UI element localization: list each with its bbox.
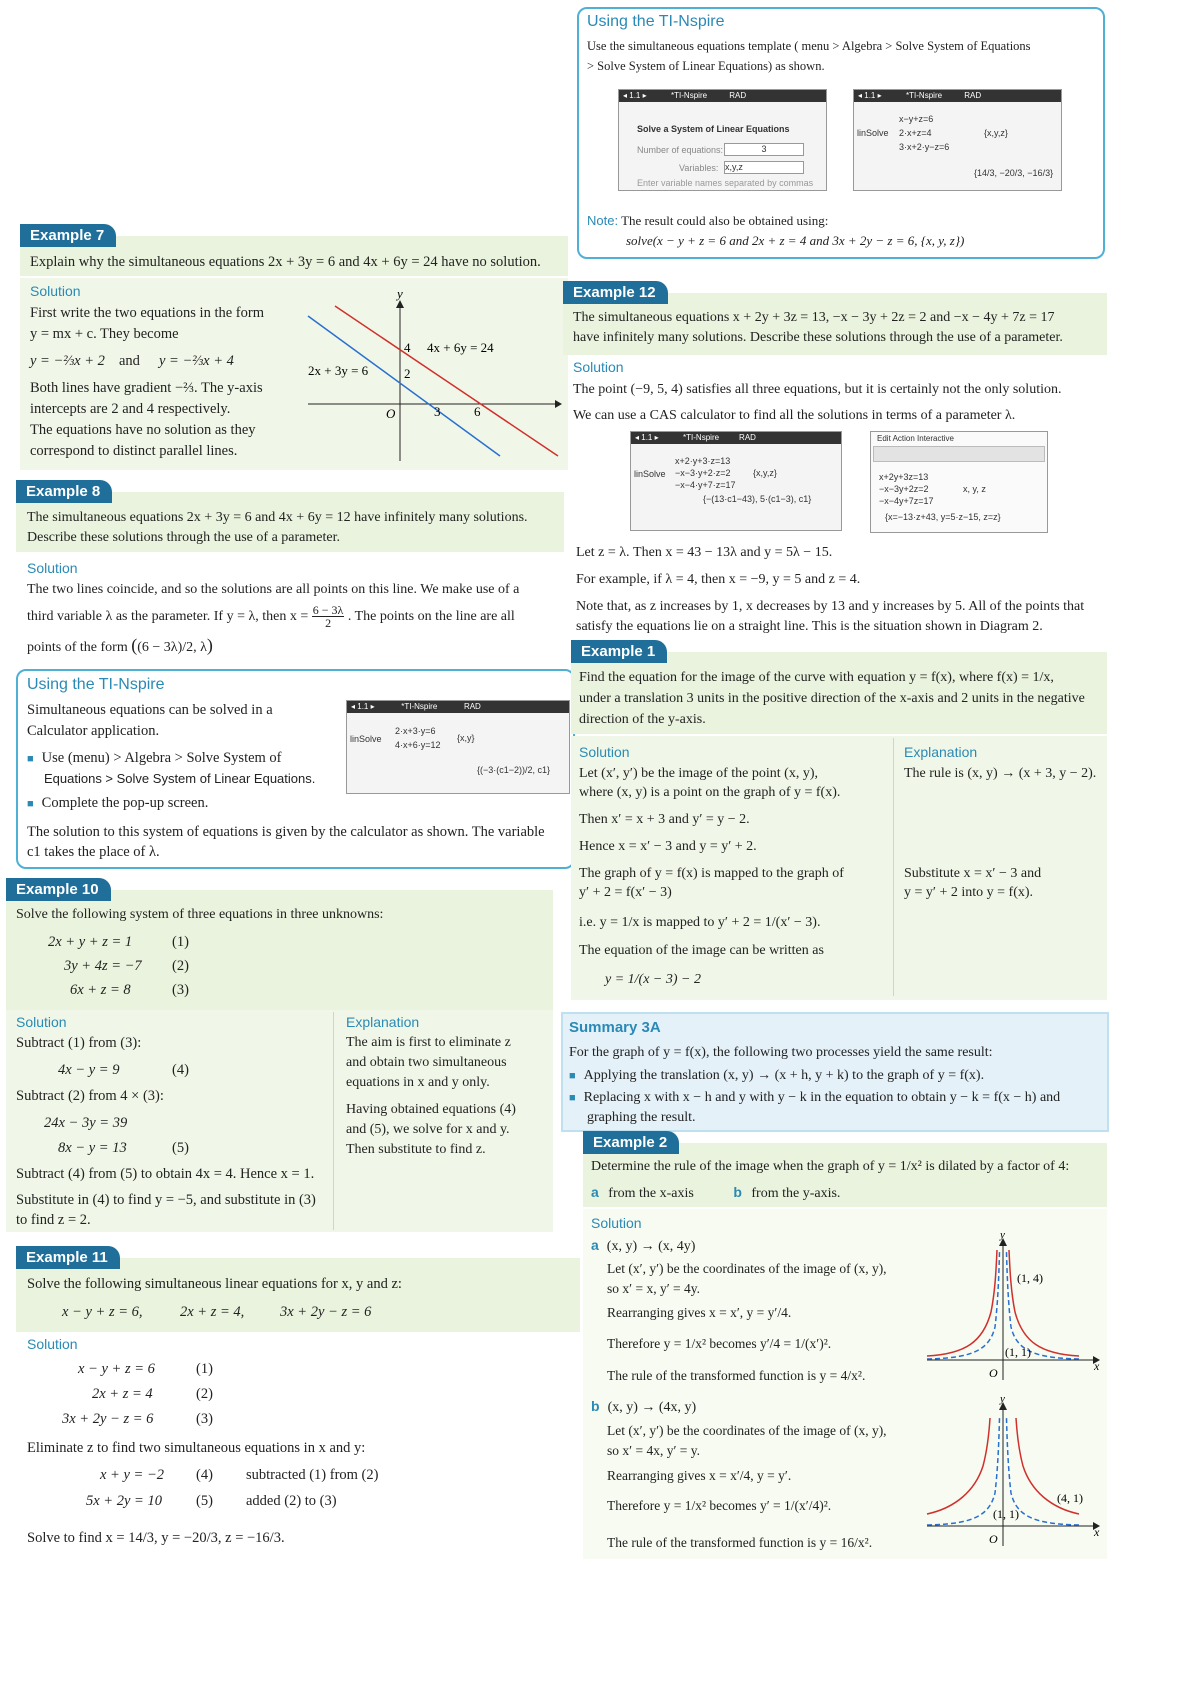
calculator-screen-linsolve-result xyxy=(853,89,1062,191)
ex12-s1: The point (−9, 5, 4) satisfies all three equations, but it is certainly not the only solution. xyxy=(573,382,1062,397)
ex10-s6: Subtract (4) from (5) to obtain 4x = 4. Hence x = 1. xyxy=(16,1166,315,1182)
classpad-menu[interactable]: Edit Action Interactive xyxy=(877,434,954,443)
ex12-screen-a-eq2: −x−3·y+2·z=2 xyxy=(675,468,731,478)
ex10-eq1n: (1) xyxy=(172,934,189,950)
ex7-line-blue xyxy=(308,316,500,456)
screen-result: {14/3, −20/3, −16/3} xyxy=(974,168,1054,178)
ex2a-origin: O xyxy=(989,1366,998,1380)
ex2-qa-label: a xyxy=(591,1184,599,1200)
ex10-e1: The aim is first to eliminate z xyxy=(346,1035,511,1050)
ex2-q1: Determine the rule of the image when the graph of y = 1/x² is dilated by a factor of 4: xyxy=(591,1159,1070,1174)
ti-mid-b2 xyxy=(27,793,208,814)
ex2a-point-1-1: (1, 1) xyxy=(1005,1345,1031,1359)
ex7-tick-6: 6 xyxy=(474,404,481,419)
ti-mid-l2: Calculator application. xyxy=(27,723,160,739)
ex2-qb-text: from the y-axis. xyxy=(751,1186,841,1201)
example-7-question: Explain why the simultaneous equations 2x + 3y = 6 and 4x + 6y = 24 have no solution. xyxy=(30,254,541,270)
ex2a-red-curve-right xyxy=(1009,1250,1079,1356)
example-1-tag: Example 1 xyxy=(571,640,667,663)
ex7-origin-label: O xyxy=(386,406,396,421)
screen-eq2: 2·x+z=4 xyxy=(899,128,932,138)
ex8-fraction xyxy=(312,604,345,629)
ex7-s3a: y = −⅔x + 2 xyxy=(30,353,105,369)
ex2-qa xyxy=(591,1182,840,1204)
ex2-b0 xyxy=(591,1396,696,1418)
ex8-s2 xyxy=(27,600,515,634)
ex7-s6: The equations have no solution as they xyxy=(30,422,256,438)
ti-top-note-line2: solve(x − y + z = 6 and 2x + z = 4 and 3x + 2y − z = 6, {x, y, z}) xyxy=(626,233,965,248)
ex7-s7: correspond to distinct parallel lines. xyxy=(30,443,238,459)
ex12-screen-a-result: {−(13·c1−43), 5·(c1−3), c1} xyxy=(703,494,812,504)
example-12-tag: Example 12 xyxy=(563,281,668,304)
ex8-s2b: . The points on the line are all xyxy=(347,609,515,624)
variables-input[interactable]: x,y,z xyxy=(724,161,804,174)
ex8-s3b: (6 − 3λ)/2, λ xyxy=(137,640,207,655)
example-8-tag: Example 8 xyxy=(16,480,112,503)
ex7-s2: y = mx + c. They become xyxy=(30,326,179,342)
ex11-qeq3: 3x + 2y − z = 6 xyxy=(280,1304,372,1320)
ex10-s5: 8x − y = 13 xyxy=(58,1140,127,1156)
dialog-title: Solve a System of Linear Equations xyxy=(637,124,790,134)
ex7-s4: Both lines have gradient −⅔. The y-axis xyxy=(30,380,263,396)
ex7-parallel-lines-graph xyxy=(300,286,562,466)
ex11-solution-heading: Solution xyxy=(27,1336,78,1352)
ex2-a3: Rearranging gives x = x′, y = y′/4. xyxy=(607,1305,792,1320)
ex10-explanation-heading: Explanation xyxy=(346,1014,420,1030)
ex12-screen-b-eq2: −x−3y+2z=2 xyxy=(879,484,929,494)
ex11-elim: Eliminate z to find two simultaneous equations in x and y: xyxy=(27,1440,366,1456)
ex2a-blue-curve-right xyxy=(1007,1252,1080,1359)
ex1-s9: y = 1/(x − 3) − 2 xyxy=(605,972,701,987)
screen-status-bar: ◂ 1.1 ▸ *TI-Nspire RAD xyxy=(619,90,826,102)
ex1-explanation-heading: Explanation xyxy=(904,744,978,760)
ti-mid-screen-eq1: 2·x+3·y=6 xyxy=(395,726,436,736)
ex1-s5: The graph of y = f(x) is mapped to the graph of xyxy=(579,866,844,881)
calculator-screen-2x2 xyxy=(346,700,570,794)
ex10-e6: Then substitute to find z. xyxy=(346,1142,486,1157)
ex11-l4e: subtracted (1) from (2) xyxy=(246,1467,379,1483)
ti-mid-title: Using the TI-Nspire xyxy=(27,676,165,693)
ex7-tick-3: 3 xyxy=(434,404,441,419)
ex2-solution-heading: Solution xyxy=(591,1215,642,1231)
example-11-tag: Example 11 xyxy=(16,1246,120,1269)
ex10-solution-heading: Solution xyxy=(16,1014,67,1030)
summary-b1-text: Applying the translation (x, y) → (x + h, y + k) to the graph of y = f(x). xyxy=(583,1068,985,1083)
calculator-screen-3x3-nspire xyxy=(630,431,842,531)
equations-count-input[interactable]: 3 xyxy=(724,143,804,156)
ex1-s8: The equation of the image can be written as xyxy=(579,943,824,958)
ex8-s3a: points of the form xyxy=(27,640,128,655)
ex1-e3: y = y′ + 2 into y = f(x). xyxy=(904,885,1034,900)
ex12-s6: satisfy the equations lie on a straight line. This is the situation shown in Diagram 2. xyxy=(576,619,1043,634)
classpad-toolbar[interactable] xyxy=(873,446,1045,462)
example-7-solution-heading: Solution xyxy=(30,283,81,299)
ex8-s2a: third variable λ as the parameter. If y = λ, then x = xyxy=(27,609,309,624)
ex2a-x-label: x xyxy=(1094,1359,1100,1373)
ti-top-title: Using the TI-Nspire xyxy=(587,13,725,30)
ex8-s3: points of the form ((6 − 3λ)/2, λ) xyxy=(27,635,213,655)
ex2-a-label: a xyxy=(591,1237,599,1253)
ex12-screen-b-vars: x, y, z xyxy=(963,484,986,494)
ex2b-point-4-1: (4, 1) xyxy=(1057,1491,1083,1505)
ex8-frac-num: 6 − 3λ xyxy=(312,603,344,618)
ex2-a4: Therefore y = 1/x² becomes y′/4 = 1/(x′)². xyxy=(607,1336,832,1351)
ex7-y-arrow xyxy=(396,300,404,308)
ex2-b4: Therefore y = 1/x² becomes y′ = 1/(x′/4)². xyxy=(607,1498,832,1513)
ex2-b0-text: (x, y) → (4x, y) xyxy=(607,1400,697,1415)
ex11-question: Solve the following simultaneous linear equations for x, y and z: xyxy=(27,1276,402,1292)
ex2-graph-b xyxy=(925,1396,1105,1548)
ex11-final: Solve to find x = 14/3, y = −20/3, z = −16/3. xyxy=(27,1530,285,1546)
screen-vars: {x,y,z} xyxy=(984,128,1008,138)
ex7-line1-label: 4x + 6y = 24 xyxy=(427,340,494,355)
ex12-s4: For example, if λ = 4, then x = −9, y = 5 and z = 4. xyxy=(576,572,861,587)
ex7-s5: intercepts are 2 and 4 respectively. xyxy=(30,401,231,417)
ex1-q3: direction of the y-axis. xyxy=(579,712,706,727)
screen-eq1: x−y+z=6 xyxy=(899,114,934,124)
dialog-field-equations-label: Number of equations: xyxy=(637,145,724,155)
ti-mid-screen-result: {(−3·(c1−2))/2, c1} xyxy=(477,765,551,775)
ex1-s7: i.e. y = 1/x is mapped to y′ + 2 = 1/(x′ − 3). xyxy=(579,915,821,930)
ex11-l4n: (4) xyxy=(196,1467,213,1483)
ex10-question: Solve the following system of three equations in three unknowns: xyxy=(16,907,384,922)
example-10-tag: Example 10 xyxy=(6,878,111,901)
ti-mid-b1b: Equations > Solve System of Linear Equations. xyxy=(44,771,316,786)
linsolve-label: linSolve xyxy=(857,128,889,138)
ex2-b-label: b xyxy=(591,1398,600,1414)
ex2-qb-label: b xyxy=(733,1184,742,1200)
note-line1: The result could also be obtained using: xyxy=(621,213,829,228)
ti-top-line2: > Solve System of Linear Equations) as shown. xyxy=(587,59,825,73)
summary-intro: For the graph of y = f(x), the following two processes yield the same result: xyxy=(569,1045,993,1060)
ex10-divider xyxy=(333,1012,334,1230)
ex12-screen-b-eq3: −x−4y+7z=17 xyxy=(879,496,934,506)
linsolve-label-3: linSolve xyxy=(634,469,666,479)
ex8-s1: The two lines coincide, and so the solutions are all points on this line. We make use of a xyxy=(27,582,520,597)
bullet-2: ■ xyxy=(27,798,34,810)
ex12-solution-heading: Solution xyxy=(573,359,624,375)
ex1-divider xyxy=(893,738,894,996)
ex10-eq3: 6x + z = 8 xyxy=(70,982,131,998)
ex10-eq2n: (2) xyxy=(172,958,189,974)
ti-mid-f2: c1 takes the place of λ. xyxy=(27,844,160,860)
ex10-s2: 4x − y = 9 xyxy=(58,1062,120,1078)
example-2-tag: Example 2 xyxy=(583,1131,679,1154)
ex10-s4: 24x − 3y = 39 xyxy=(44,1115,128,1131)
ex11-l5e: added (2) to (3) xyxy=(246,1493,337,1509)
ti-mid-screen-vars: {x,y} xyxy=(457,733,475,743)
ex12-s5: Note that, as z increases by 1, x decreases by 13 and y increases by 5. All of the points that xyxy=(576,599,1085,614)
ex1-s4: Hence x = x′ − 3 and y = y′ + 2. xyxy=(579,839,757,854)
summary-3a-title: Summary 3A xyxy=(569,1019,661,1036)
ex1-s2: where (x, y) is a point on the graph of y = f(x). xyxy=(579,785,841,800)
ex7-y-label: y xyxy=(397,286,403,301)
ex2b-x-label: x xyxy=(1094,1525,1100,1539)
calculator-screen-linear-setup xyxy=(618,89,827,191)
ex10-s1: Subtract (1) from (3): xyxy=(16,1035,142,1051)
ex2-a2: so x′ = x, y′ = 4y. xyxy=(607,1281,701,1296)
ex2b-point-1-1: (1, 1) xyxy=(993,1507,1019,1521)
ex11-l3n: (3) xyxy=(196,1411,213,1427)
ex10-e3: equations in x and y only. xyxy=(346,1075,490,1090)
ex1-s1: Let (x′, y′) be the image of the point (x, y), xyxy=(579,766,818,781)
ex2-b3: Rearranging gives x = x′/4, y = y′. xyxy=(607,1468,792,1483)
ex12-screen-a-eq3: −x−4·y+7·z=17 xyxy=(675,480,736,490)
ex10-eq2: 3y + 4z = −7 xyxy=(64,958,142,974)
dialog-field-variables-label: Variables: xyxy=(679,163,719,173)
summary-b2a xyxy=(569,1088,1060,1108)
screen-status-bar-2: ◂ 1.1 ▸ *TI-Nspire RAD xyxy=(854,90,1061,102)
summary-bullet-1: ■ xyxy=(569,1070,576,1082)
ex2-a1: Let (x′, y′) be the coordinates of the image of (x, y), xyxy=(607,1261,887,1276)
ex10-s5n: (5) xyxy=(172,1140,189,1156)
ex2-a0-text: (x, y) → (x, 4y) xyxy=(606,1239,696,1254)
ex1-q1: Find the equation for the image of the curve with equation y = f(x), where f(x) = 1/x, xyxy=(579,670,1054,685)
ex11-l3: 3x + 2y − z = 6 xyxy=(62,1411,154,1427)
example-8-solution-heading: Solution xyxy=(27,560,78,576)
ti-mid-b1a-text: Use (menu) > Algebra > Solve System of xyxy=(41,750,282,766)
ex2-b5: The rule of the transformed function is y = 16/x². xyxy=(607,1535,873,1550)
ex11-l4: x + y = −2 xyxy=(100,1467,164,1483)
ex12-q1: The simultaneous equations x + 2y + 3z = 13, −x − 3y + 2z = 2 and −x − 4y + 7z = 17 xyxy=(573,310,1055,325)
ex12-screen-a-vars: {x,y,z} xyxy=(753,468,777,478)
ex1-e1: The rule is (x, y) → (x + 3, y − 2). xyxy=(904,766,1097,781)
ex1-e2: Substitute x = x′ − 3 and xyxy=(904,866,1042,881)
ex2-a0 xyxy=(591,1235,695,1257)
dialog-hint: Enter variable names separated by commas xyxy=(637,178,814,188)
ex11-l1n: (1) xyxy=(196,1361,213,1377)
ex11-l2: 2x + z = 4 xyxy=(92,1386,153,1402)
ex12-s2: We can use a CAS calculator to find all the solutions in terms of a parameter λ. xyxy=(573,408,1016,423)
ti-mid-f1: The solution to this system of equations is given by the calculator as shown. The variable xyxy=(27,824,545,840)
ex10-s2n: (4) xyxy=(172,1062,189,1078)
summary-b2a-text: Replacing x with x − h and y with y − k in the equation to obtain y − k = f(x − h) and xyxy=(583,1090,1061,1105)
ti-mid-l1: Simultaneous equations can be solved in a xyxy=(27,702,273,718)
note-label: Note: xyxy=(587,213,619,228)
ex10-eq1: 2x + y + z = 1 xyxy=(48,934,133,950)
ex2b-red-curve-left xyxy=(927,1418,990,1514)
ex2a-red-curve-left xyxy=(927,1250,997,1356)
ti-mid-b2-text: Complete the pop-up screen. xyxy=(41,795,209,811)
ex1-s6: y′ + 2 = f(x′ − 3) xyxy=(579,885,672,900)
ex2b-y-label: y xyxy=(1000,1396,1005,1405)
ex12-q2: have infinitely many solutions. Describe these solutions through the use of a parameter. xyxy=(573,330,1063,345)
ex10-s8: to find z = 2. xyxy=(16,1212,91,1228)
ex2-a5: The rule of the transformed function is y = 4/x². xyxy=(607,1368,866,1383)
ex2b-origin: O xyxy=(989,1532,998,1546)
ex7-line-red xyxy=(335,306,558,456)
ex11-l5n: (5) xyxy=(196,1493,213,1509)
ex10-eq3n: (3) xyxy=(172,982,189,998)
ti-top-note xyxy=(587,211,828,231)
ex7-line2-label: 2x + 3y = 6 xyxy=(308,363,369,378)
ex10-e4: Having obtained equations (4) xyxy=(346,1102,516,1117)
ex10-s3: Subtract (2) from 4 × (3): xyxy=(16,1088,164,1104)
ex7-tick-2: 2 xyxy=(404,366,411,381)
ex2-qa-text: from the x-axis xyxy=(608,1186,694,1201)
ex10-e5: and (5), we solve for x and y. xyxy=(346,1122,510,1137)
screen-status-bar-3: ◂ 1.1 ▸ *TI-Nspire RAD xyxy=(347,701,569,713)
summary-b2b: graphing the result. xyxy=(587,1110,696,1125)
ex12-screen-b-eq1: x+2y+3z=13 xyxy=(879,472,929,482)
ex11-l2n: (2) xyxy=(196,1386,213,1402)
ex7-s3b: and xyxy=(119,353,140,369)
summary-b1 xyxy=(569,1066,984,1086)
ex1-s3: Then x′ = x + 3 and y′ = y − 2. xyxy=(579,812,750,827)
screen-eq3: 3·x+2·y−z=6 xyxy=(899,142,950,152)
ex2a-point-1-4: (1, 4) xyxy=(1017,1271,1043,1285)
ex7-s3c: y = −⅔x + 4 xyxy=(159,353,234,369)
ti-mid-screen-eq2: 4·x+6·y=12 xyxy=(395,740,441,750)
ex7-tick-4: 4 xyxy=(404,340,411,355)
ex11-qeq1: x − y + z = 6, xyxy=(62,1304,143,1320)
ex2-graph-a xyxy=(925,1232,1105,1382)
example-7-tag: Example 7 xyxy=(20,224,116,247)
ex7-s1: First write the two equations in the form xyxy=(30,305,264,321)
ex10-s7: Substitute in (4) to find y = −5, and substitute in (3) xyxy=(16,1192,316,1208)
ex11-qeq2: 2x + z = 4, xyxy=(180,1304,245,1320)
ex11-l5: 5x + 2y = 10 xyxy=(86,1493,162,1509)
ex12-screen-a-eq1: x+2·y+3·z=13 xyxy=(675,456,731,466)
ex12-screen-b-result: {x=−13·z+43, y=5·z−15, z=z} xyxy=(885,512,1001,522)
ex7-x-arrow xyxy=(555,400,562,408)
summary-bullet-2: ■ xyxy=(569,1092,576,1104)
ex2a-y-label: y xyxy=(1000,1232,1005,1241)
ex2a-blue-curve-left xyxy=(927,1252,1000,1359)
ex8-q1: The simultaneous equations 2x + 3y = 6 and 4x + 6y = 12 have infinitely many solutions. xyxy=(27,510,528,525)
ex2-b2: so x′ = 4x, y′ = y. xyxy=(607,1443,701,1458)
ti-top-line1: Use the simultaneous equations template ( menu > Algebra > Solve System of Equations xyxy=(587,39,1031,53)
ex1-solution-heading: Solution xyxy=(579,744,630,760)
bullet-1: ■ xyxy=(27,753,34,765)
ex8-q2: Describe these solutions through the use of a parameter. xyxy=(27,530,340,545)
ex8-frac-den: 2 xyxy=(325,616,332,631)
linsolve-label-2: linSolve xyxy=(350,734,382,744)
ti-mid-b1a xyxy=(27,748,282,769)
ex12-s3: Let z = λ. Then x = 43 − 13λ and y = 5λ − 15. xyxy=(576,545,833,560)
screen-status-bar-4: ◂ 1.1 ▸ *TI-Nspire RAD xyxy=(631,432,841,444)
ex2-b1: Let (x′, y′) be the coordinates of the image of (x, y), xyxy=(607,1423,887,1438)
ex11-l1: x − y + z = 6 xyxy=(78,1361,155,1377)
ex1-q2: under a translation 3 units in the positive direction of the x-axis and 2 units in the negative xyxy=(579,691,1085,706)
ex10-e2: and obtain two simultaneous xyxy=(346,1055,507,1070)
calculator-screen-3x3-classpad xyxy=(870,431,1048,533)
